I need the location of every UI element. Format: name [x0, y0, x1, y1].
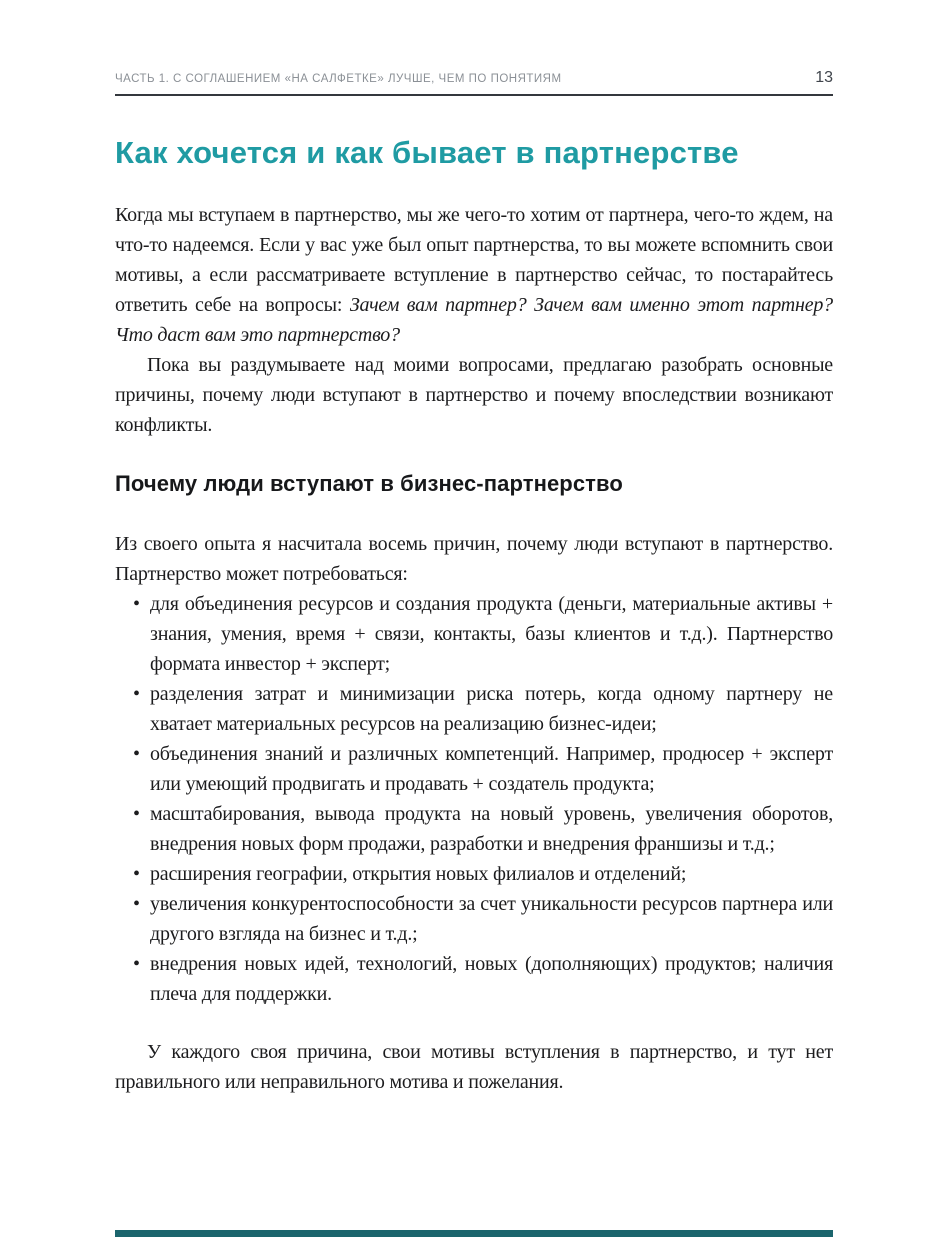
list-item: • внедрения новых идей, технологий, новых (дополняющих) продуктов; наличия плеча для поддержки.: [115, 949, 833, 1009]
section-heading: Почему люди вступают в бизнес-партнерство: [115, 471, 623, 496]
text-run: Когда мы вступаем в партнерство, мы же чего-то хотим от партнера, чего-то ждем, на что-то надеемся. Если у вас уже был опыт партнерства, то вы можете вспомнить свои мотивы, а если рассматриваете вступление в партнерство сейчас, то постарайтесь ответить себе на вопросы:: [115, 204, 833, 316]
reasons-list: [115, 589, 833, 1009]
list-item: • масштабирования, вывода продукта на новый уровень, увеличения оборотов, внедрения новых форм продажи, разработки и внедрения франшизы и т.д.;: [115, 799, 833, 859]
page-body: [115, 200, 833, 1097]
text-run: У каждого своя причина, свои мотивы вступления в партнерство, и тут нет правильного или неправильного мотива и пожелания.: [115, 1041, 833, 1093]
text-run: Пока вы раздумываете над моими вопросами, предлагаю разобрать основные причины, почему люди вступают в партнерство и почему впоследствии возникают конфликты.: [115, 354, 833, 436]
header-rule: [115, 94, 833, 96]
paragraph: [115, 1037, 833, 1097]
list-item: • для объединения ресурсов и создания продукта (деньги, материальные активы + знания, умения, время + связи, контакты, базы клиентов и т.д.). Партнерство формата инвестор + эксперт;: [115, 589, 833, 679]
chapter-title: Как хочется и как бывает в партнерстве: [115, 135, 739, 170]
list-item: • разделения затрат и минимизации риска потерь, когда одному партнеру не хватает материальных ресурсов на реализацию бизнес-идеи;: [115, 679, 833, 739]
text-run: Из своего опыта я насчитала восемь причин, почему люди вступают в партнерство. Партнерство может потребоваться:: [115, 533, 833, 585]
list-item: • расширения географии, открытия новых филиалов и отделений;: [115, 859, 833, 889]
list-item: • увеличения конкурентоспособности за счет уникальности ресурсов партнера или другого взгляда на бизнес и т.д.;: [115, 889, 833, 949]
paragraph: [115, 350, 833, 440]
paragraph: [115, 529, 833, 589]
paragraph: [115, 200, 833, 350]
page-number: 13: [815, 69, 833, 86]
footer-accent-bar: [115, 1230, 833, 1237]
running-title: ЧАСТЬ 1. С СОГЛАШЕНИЕМ «НА САЛФЕТКЕ» ЛУЧШЕ, ЧЕМ ПО ПОНЯТИЯМ: [115, 73, 562, 85]
italic-text-run: Зачем вам партнер? Зачем вам именно этот партнер? Что даст вам это партнерство?: [115, 294, 833, 346]
list-item: • объединения знаний и различных компетенций. Например, продюсер + эксперт или умеющий продвигать и продавать + создатель продукта;: [115, 739, 833, 799]
page-header: [115, 70, 833, 86]
